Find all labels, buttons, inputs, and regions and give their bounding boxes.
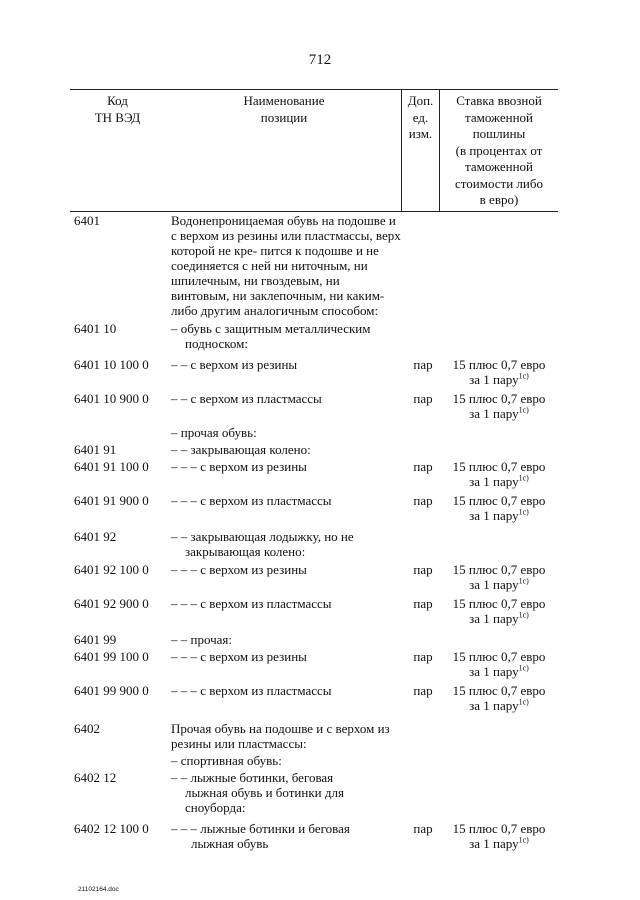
- table-row: [0, 321, 640, 351]
- description-line: – – с верхом из пластмассы: [171, 391, 322, 406]
- table-row: [0, 357, 640, 387]
- header-name: Наименование позиции: [243, 93, 325, 125]
- unit-of-measure: пар: [413, 683, 433, 698]
- tariff-code: 6401 99: [74, 632, 117, 647]
- description-line: закрывающая колено:: [185, 544, 306, 559]
- footnote-mark: 1с): [518, 473, 529, 483]
- table-row: [0, 596, 640, 626]
- duty-rate: [440, 596, 558, 626]
- table-row: [0, 649, 640, 679]
- description-line: лыжная обувь: [191, 836, 269, 851]
- tariff-code: 6401 91 900 0: [74, 493, 149, 508]
- rate-value: 15 плюс 0,7 евро: [452, 596, 546, 611]
- document-filename: 21102164.doc: [78, 886, 119, 893]
- rate-per-unit: за 1 пару: [469, 474, 519, 489]
- tariff-description: [171, 632, 401, 647]
- tariff-description: [171, 649, 401, 679]
- duty-rate: [440, 562, 558, 592]
- duty-rate: [440, 493, 558, 523]
- header-top-rule: [70, 89, 558, 90]
- duty-rate: [440, 391, 558, 421]
- tariff-description: [171, 425, 401, 440]
- footnote-mark: 1с): [518, 576, 529, 586]
- tariff-code: 6401 99 100 0: [74, 649, 149, 664]
- description-line: подноском:: [185, 336, 248, 351]
- tariff-description: [171, 753, 401, 768]
- description-line: – – – с верхом из пластмассы: [171, 493, 332, 508]
- table-row: [0, 459, 640, 489]
- rate-value: 15 плюс 0,7 евро: [452, 683, 546, 698]
- header-bottom-rule: [70, 211, 558, 212]
- table-row: [0, 821, 640, 851]
- rate-value: 15 плюс 0,7 евро: [452, 357, 546, 372]
- description-line: пится к подошве и не соединяется с ней ни ниточным, ни шпилечным, ни гвоздевым, ни винтовым, ни заклепочным, ни каким-либо другим аналогичным способом:: [171, 243, 385, 318]
- description-line: – прочая обувь:: [171, 425, 257, 440]
- rate-value: 15 плюс 0,7 евро: [452, 391, 546, 406]
- duty-rate: [440, 649, 558, 679]
- description-line: Водонепроницаемая обувь на подошве и с верхом из резины или пластмассы, верх которой не кре-: [171, 213, 401, 258]
- tariff-description: [171, 770, 401, 815]
- description-line: – – – с верхом из пластмассы: [171, 683, 332, 698]
- description-line: – обувь с защитным металлическим: [171, 321, 371, 336]
- unit-of-measure: пар: [413, 821, 433, 836]
- tariff-description: [171, 442, 401, 457]
- rate-per-unit: за 1 пару: [469, 406, 519, 421]
- rate-per-unit: за 1 пару: [469, 664, 519, 679]
- rate-per-unit: за 1 пару: [469, 698, 519, 713]
- table-row: [0, 493, 640, 523]
- tariff-code: 6402 12 100 0: [74, 821, 149, 836]
- description-line: – – – с верхом из резины: [171, 649, 307, 664]
- unit-of-measure: пар: [413, 357, 433, 372]
- tariff-code: 6401 91: [74, 442, 117, 457]
- rate-value: 15 плюс 0,7 евро: [452, 649, 546, 664]
- tariff-description: [171, 596, 401, 626]
- tariff-description: [171, 562, 401, 592]
- footnote-mark: 1с): [518, 405, 529, 415]
- unit-of-measure: пар: [413, 596, 433, 611]
- rate-value: 15 плюс 0,7 евро: [452, 459, 546, 474]
- description-line: – спортивная обувь:: [171, 753, 282, 768]
- duty-rate: [440, 821, 558, 851]
- tariff-code: 6401 91 100 0: [74, 459, 149, 474]
- tariff-description: [171, 721, 401, 751]
- table-row: [0, 442, 640, 457]
- tariff-code: 6401: [74, 213, 100, 228]
- tariff-description: [171, 493, 401, 523]
- table-row: [0, 683, 640, 713]
- table-row: [0, 529, 640, 559]
- rate-value: 15 плюс 0,7 евро: [452, 562, 546, 577]
- header-rate: Ставка ввозной таможенной пошлины (в процентах от таможенной стоимости либо в евро): [454, 93, 543, 207]
- rate-per-unit: за 1 пару: [469, 508, 519, 523]
- footnote-mark: 1с): [518, 697, 529, 707]
- rate-per-unit: за 1 пару: [469, 372, 519, 387]
- tariff-description: [171, 529, 401, 559]
- tariff-code: 6401 92 100 0: [74, 562, 149, 577]
- description-line: – – прочая:: [171, 632, 233, 647]
- tariff-table-body: [0, 213, 640, 851]
- description-line: – – закрывающая колено:: [171, 442, 311, 457]
- duty-rate: [440, 357, 558, 387]
- table-row: [0, 721, 640, 751]
- rate-value: 15 плюс 0,7 евро: [452, 493, 546, 508]
- tariff-description: [171, 321, 401, 351]
- description-line: – – – лыжные ботинки и беговая: [171, 821, 350, 836]
- table-row: [0, 753, 640, 768]
- tariff-description: [171, 213, 401, 318]
- tariff-description: [171, 459, 401, 489]
- description-line: – – – с верхом из резины: [171, 459, 307, 474]
- tariff-code: 6401 10: [74, 321, 117, 336]
- header-code: Код ТН ВЭД: [94, 93, 141, 125]
- table-row: [0, 425, 640, 440]
- footnote-mark: 1с): [518, 507, 529, 517]
- tariff-code: 6401 10 900 0: [74, 391, 149, 406]
- tariff-code: 6402 12: [74, 770, 117, 785]
- unit-of-measure: пар: [413, 459, 433, 474]
- header-unit: Доп. ед. изм.: [407, 93, 434, 141]
- footnote-mark: 1с): [518, 835, 529, 845]
- description-line: – – закрывающая лодыжку, но не: [171, 529, 354, 544]
- tariff-description: [171, 357, 401, 387]
- unit-of-measure: пар: [413, 649, 433, 664]
- table-row: [0, 562, 640, 592]
- footnote-mark: 1с): [518, 663, 529, 673]
- tariff-code: 6401 92 900 0: [74, 596, 149, 611]
- rate-per-unit: за 1 пару: [469, 577, 519, 592]
- table-row: [0, 770, 640, 815]
- rate-value: 15 плюс 0,7 евро: [452, 821, 546, 836]
- table-row: [0, 632, 640, 647]
- description-line: – – с верхом из резины: [171, 357, 298, 372]
- description-line: – – – с верхом из пластмассы: [171, 596, 332, 611]
- tariff-description: [171, 683, 401, 713]
- unit-of-measure: пар: [413, 391, 433, 406]
- rate-per-unit: за 1 пару: [469, 836, 519, 851]
- tariff-code: 6401 10 100 0: [74, 357, 149, 372]
- description-line: – – – с верхом из резины: [171, 562, 307, 577]
- tariff-description: [171, 821, 401, 851]
- tariff-code: 6401 92: [74, 529, 117, 544]
- tariff-code: 6401 99 900 0: [74, 683, 149, 698]
- tariff-description: [171, 391, 401, 421]
- duty-rate: [440, 459, 558, 489]
- description-line: Прочая обувь на подошве и с верхом из резины или пластмассы:: [171, 721, 390, 751]
- footnote-mark: 1с): [518, 610, 529, 620]
- footnote-mark: 1с): [518, 371, 529, 381]
- unit-of-measure: пар: [413, 493, 433, 508]
- table-row: [0, 391, 640, 421]
- duty-rate: [440, 683, 558, 713]
- rate-per-unit: за 1 пару: [469, 611, 519, 626]
- page-number: 712: [308, 52, 332, 68]
- table-row: [0, 213, 640, 318]
- description-line: – – лыжные ботинки, беговая: [171, 770, 334, 785]
- tariff-code: 6402: [74, 721, 100, 736]
- unit-of-measure: пар: [413, 562, 433, 577]
- description-line: лыжная обувь и ботинки для сноуборда:: [185, 785, 344, 815]
